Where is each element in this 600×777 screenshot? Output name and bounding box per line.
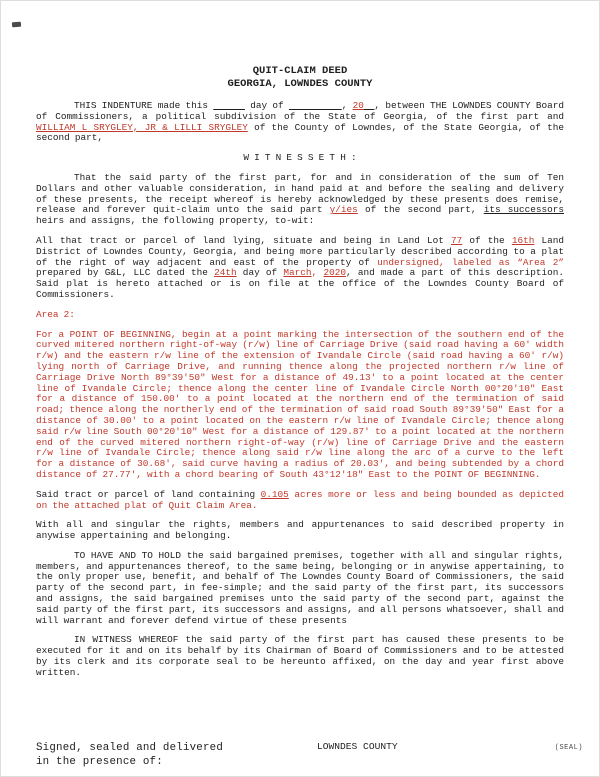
- document-title: [36, 65, 564, 90]
- paragraph-granting: [36, 173, 564, 227]
- text-segment: 20: [352, 100, 364, 111]
- text-segment: Said tract or parcel of land containing: [36, 488, 261, 500]
- text-segment: With all and singular the rights, members and appurtenances to said described property in anywise appertaining and belonging.: [36, 519, 564, 542]
- text-segment: 16th: [511, 234, 535, 246]
- area2-heading: [36, 310, 564, 321]
- text-segment: its successors: [483, 204, 564, 216]
- text-segment: For a POINT OF BEGINNING, begin at a point marking the intersection of the southern end of the curved mitered northern right-of-way (r/w) line of Carriage Drive (said road having a 60' width r/w) and the eastern r/w line of the extension of Ivandale Circle (said road having a 60' r/w) lying north of Carriage Drive, and running thence along the projected northern r/w line of Carriage Drive North 89°39'50" West for a distance of 49.13' to a point located at the center line of Ivandale Circle; thence along the center line of Ivandale Circle North 00°20'10" East for a distance of 150.00' to a point located at the northern end of the termination of said road; thence along the northerly end of the termination of said road South 89°39'50" East for a distance of 30.00' to a point located on the eastern r/w line of Ivandale Circle; thence along said r/w line South 00°20'10" West for a distance of 129.87' to a point located at the northern end of the curved mitered northern right-of-way (r/w) line of Carriage Drive and the eastern r/w line of Ivandale Circle; thence along said r/w line along the arc of a curve to the left for a distance of 30.68', said curve having a radius of 20.03', and being subtended by a chord distance of 27.77', with a chord bearing of South 43°12'18" East to the POINT OF BEGINNING.: [36, 328, 564, 480]
- text-segment: prepared by G&L, LLC dated the: [36, 267, 215, 279]
- text-segment: ,: [341, 100, 353, 111]
- text-segment: acres more or less and being bounded as depicted on the attached plat of Quit Claim Area.: [36, 488, 564, 511]
- title-line-2: GEORGIA, LOWNDES COUNTY: [227, 77, 373, 90]
- text-segment: day of: [244, 100, 289, 111]
- title-line-1: QUIT-CLAIM DEED: [252, 65, 348, 77]
- text-segment: of the: [462, 234, 512, 246]
- text-segment: March: [283, 267, 312, 279]
- signed-line-1: Signed, sealed and delivered: [36, 742, 224, 754]
- text-segment: IN WITNESS WHEREOF the said party of the first part has caused these presents to be executed for it and on its behalf by its Chairman of Board of Commissioners and to be attested by its clerk and its corporate seal to be hereunto affixed, on the day and year first above written.: [36, 634, 564, 678]
- scan-artifact: [12, 22, 21, 28]
- text-segment: 77: [451, 234, 463, 246]
- paragraph-habendum: [36, 551, 564, 627]
- paragraph-acreage: [36, 490, 564, 512]
- grantor-name: LOWNDES COUNTY: [317, 741, 398, 752]
- text-segment: THIS INDENTURE made this: [74, 100, 214, 111]
- text-segment: of the County of Lowndes, of the State Georgia, of the second part,: [36, 121, 564, 144]
- signature-block: [36, 741, 585, 777]
- text-segment: 2020: [323, 267, 346, 279]
- text-segment: [289, 100, 342, 111]
- text-segment: Land District of Lowndes County, Georgia, and being more particularly described according to a plat of the right of way adjacent and east of the property of: [36, 234, 564, 268]
- text-segment: ,: [311, 267, 324, 279]
- paragraph-land-description: [36, 236, 564, 301]
- paragraph-metes-and-bounds: [36, 330, 564, 481]
- text-segment: y/ies: [329, 204, 358, 216]
- text-segment: TO HAVE AND TO HOLD the said bargained premises, together with all and singular rights, members, and appurtenances thereof, to the same being, belonging or in anywise appertaining, to the only proper use, benefit, and behalf of The Lowndes County Board of Commissioners, the said party of the second part, in fee-simple; and the said party of the first part, its successors and assigns, the said bargained premises unto the said party of the second part, against the said party of the first part, its successors and assigns, and all persons whatsoever, shall and will warrant and forever defend virtue of these presents: [36, 549, 564, 626]
- text-segment: undersigned, labeled as “Area 2”: [377, 256, 564, 268]
- text-segment: That the said party of the first part, for and in consideration of the sum of Ten Dollars and other valuable consideration, in hand paid at and before the sealing and delivery of these presents, the receipt whereof is hereby acknowledged by these presents does remise, release and forever quit-claim unto the said part: [36, 171, 564, 216]
- text-segment: Area 2:: [36, 308, 75, 320]
- text-segment: 0.105: [260, 488, 289, 500]
- text-segment: of the second part,: [357, 204, 484, 216]
- text-segment: heirs and assigns, the following property, to-wit:: [36, 215, 315, 227]
- text-segment: [364, 100, 375, 111]
- witnesseth-heading: W I T N E S S E T H :: [243, 152, 357, 164]
- text-segment: day of: [236, 267, 284, 279]
- paragraph-indenture: [36, 101, 564, 144]
- paragraph-appurtenances: [36, 520, 564, 542]
- paragraph-witness-whereof: [36, 635, 564, 678]
- text-segment: WILLIAM L SRYGLEY, JR & LILLI SRYGLEY: [36, 121, 248, 133]
- text-segment: 24th: [214, 267, 237, 279]
- seal-label: (SEAL): [554, 744, 583, 752]
- text-segment: All that tract or parcel of land lying, situate and being in Land Lot: [36, 234, 451, 246]
- text-segment: , and made a part of this description. Said plat is hereto attached or is on file at the office of the Lowndes County Board of Commissioners.: [36, 267, 564, 300]
- text-segment: [213, 100, 245, 111]
- signed-sealed-delivered: [36, 741, 585, 769]
- signed-line-2: in the presence of:: [36, 756, 163, 768]
- text-segment: , between THE LOWNDES COUNTY Board of Commissioners, a political subdivision of the State of Georgia, of the first part and: [36, 100, 564, 122]
